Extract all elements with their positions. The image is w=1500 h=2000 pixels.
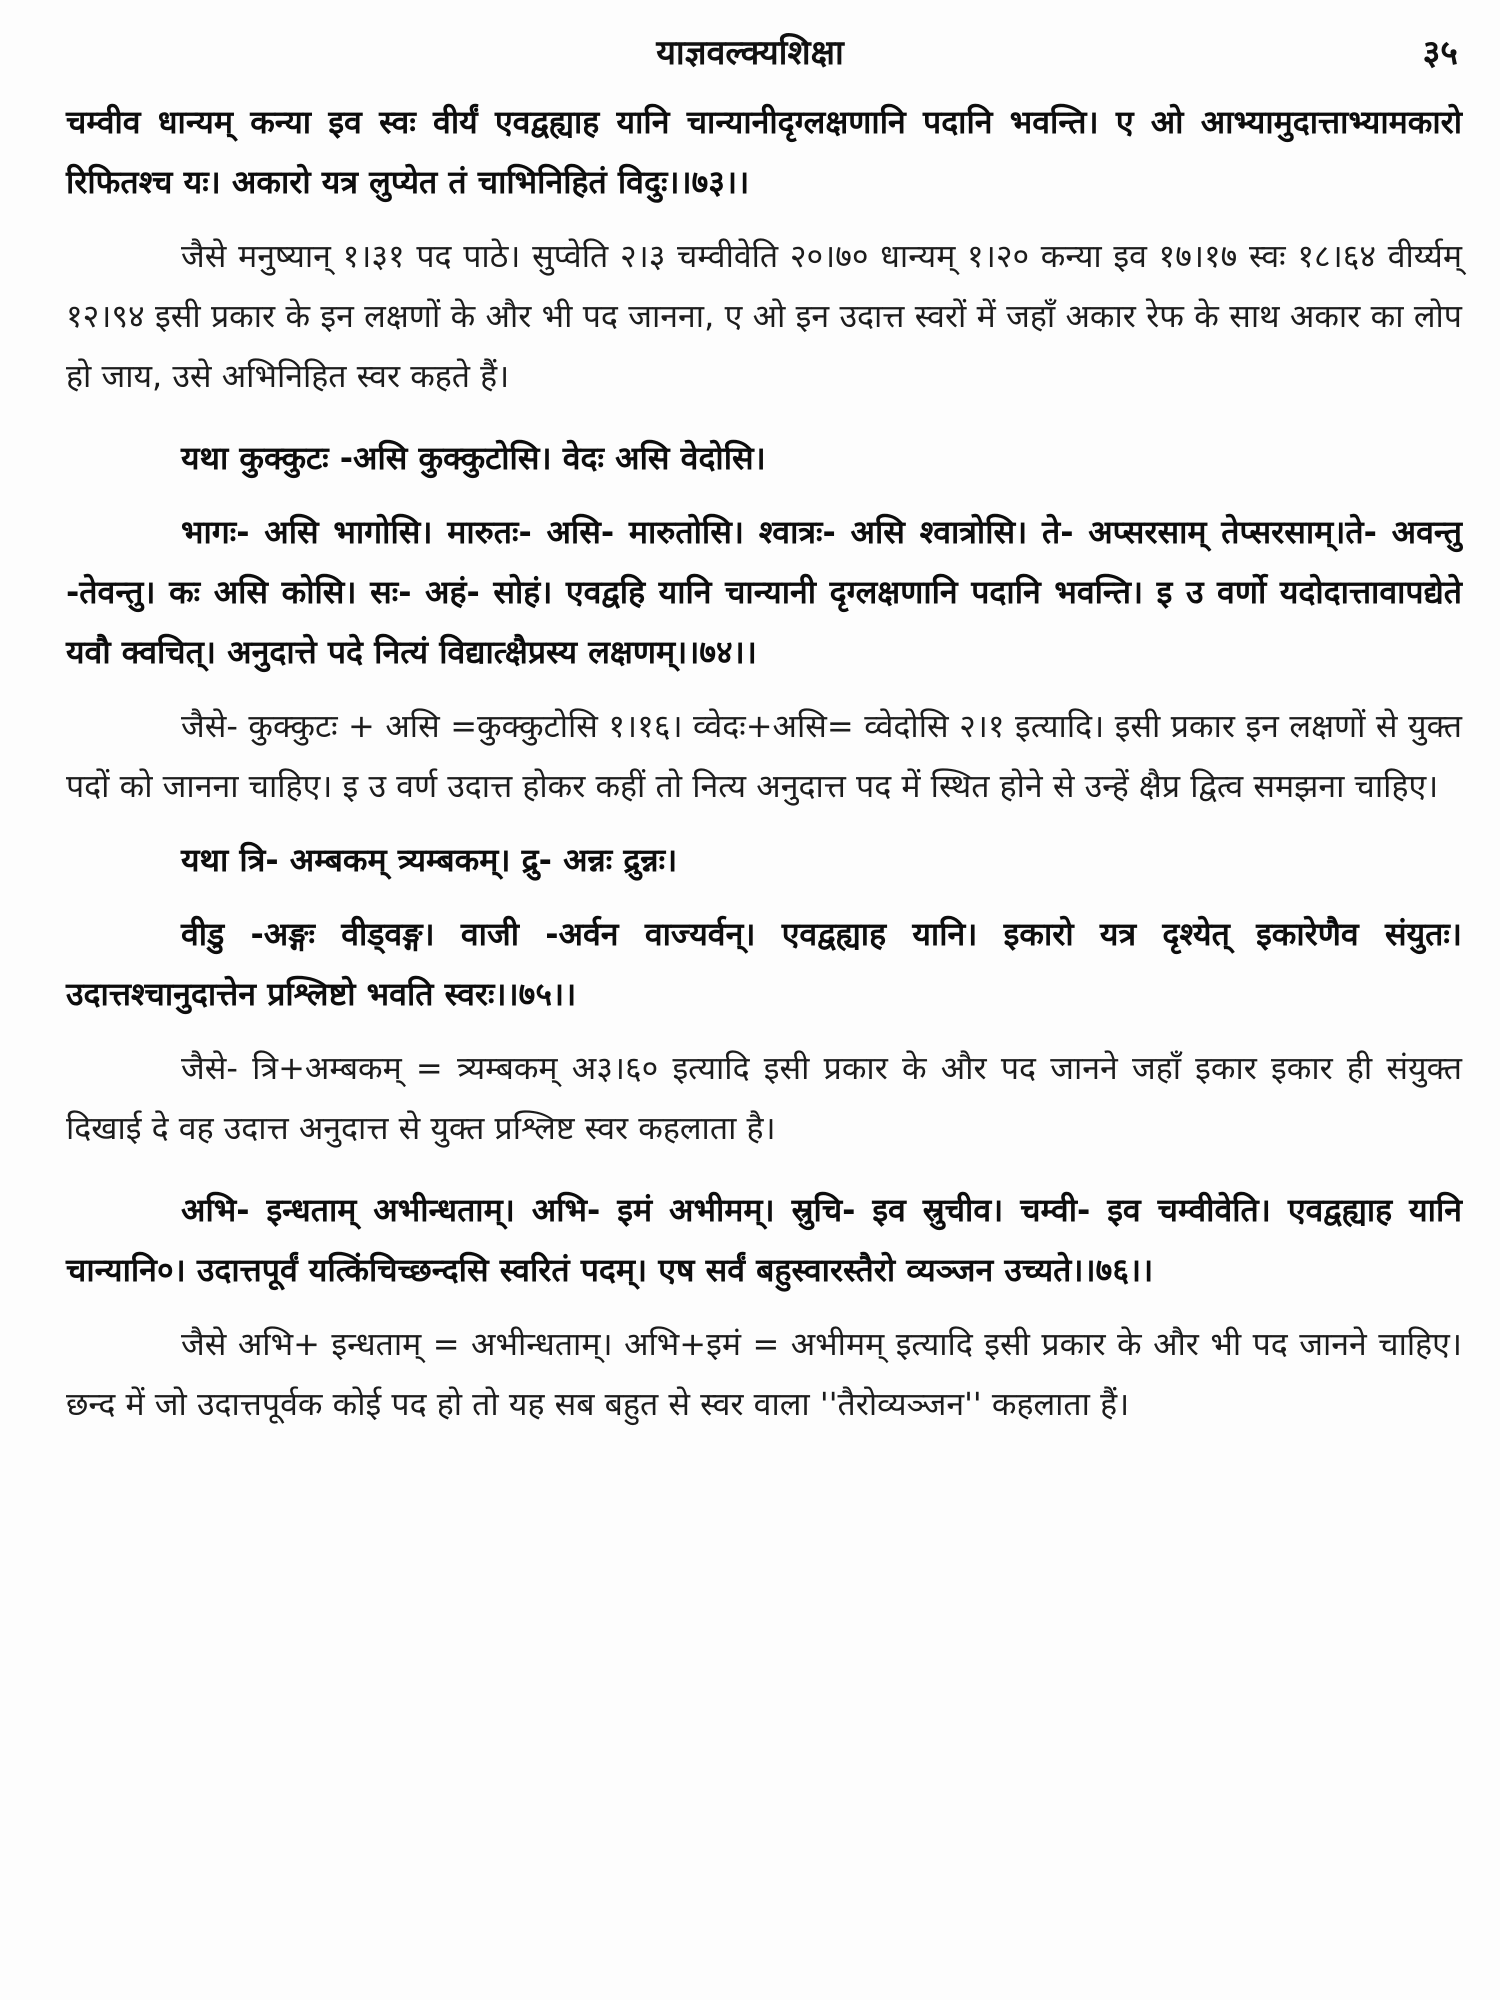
commentary-75: जैसे- त्रि+अम्बकम् = त्र्यम्बकम् अ३।६० इत्यादि इसी प्रकार के और पद जानने जहाँ इकार इकार ही संयुक्त दिखाई दे वह उदात्त अनुदात्त से युक्त प्रश्लिष्ट स्वर कहलाता है। [66, 1049, 1462, 1147]
verse-76: अभि- इन्धताम् अभीन्धताम्। अभि- इमं अभीमम्। स्रुचि- इव स्रुचीव। चम्वी- इव चम्वीवेति। एवद्वह्याह यानि चान्यानि०। उदात्तपूर्वं यत्किंचिच्छन्दसि स्वरितं पदम्। एष सर्वं बहुस्वारस्तैरो व्यञ्जन उच्यते।।७६।। [66, 1191, 1462, 1289]
example-tryambakam: यथा त्रि- अम्बकम् त्र्यम्बकम्। द्रु- अन्नः द्रुन्नः। [181, 841, 678, 879]
commentary-76: जैसे अभि+ इन्धताम् = अभीन्धताम्। अभि+इमं = अभीमम् इत्यादि इसी प्रकार के और भी पद जानने चाहिए। छन्द में जो उदात्तपूर्वक कोई पद हो तो यह सब बहुत से स्वर वाला ''तैरोव्यञ्जन'' कहलाता हैं। [66, 1325, 1462, 1423]
commentary-73: जैसे मनुष्यान् १।३१ पद पाठे। सुप्वेति २।३ चम्वीवेति २०।७० धान्यम् १।२० कन्या इव १७।१७ स्वः १८।६४ वीर्य्यम् १२।९४ इसी प्रकार के इन लक्षणों के और भी पद जानना, ए ओ इन उदात्त स्वरों में जहाँ अकार रेफ के साथ अकार का लोप हो जाय, उसे अभिनिहित स्वर कहते हैं। [66, 237, 1462, 395]
example-kukkuta: यथा कुक्कुटः -असि कुक्कुटोसि। वेदः असि वेदोसि। [181, 439, 766, 477]
verse-74: भागः- असि भागोसि। मारुतः- असि- मारुतोसि। श्वात्रः- असि श्वात्रोसि। ते- अप्सरसाम् तेप्सरसाम्।ते- अवन्तु -तेवन्तु। कः असि कोसि। सः- अहं- सोहं। एवद्वहि यानि चान्यानी दृग्लक्षणानि पदानि भवन्ति। इ उ वर्णो यदोदात्तावापद्येते यवौ क्वचित्। अनुदात्ते पदे नित्यं विद्यात्क्षैप्रस्य लक्षणम्।।७४।। [66, 513, 1462, 671]
verse-73: चम्वीव धान्यम् कन्या इव स्वः वीर्यं एवद्वह्याह यानि चान्यानीदृग्लक्षणानि पदानि भवन्ति। ए ओ आभ्यामुदात्ताभ्यामकारो रिफितश्च यः। अकारो यत्र लुप्येत तं चाभिनिहितं विदुः।।७३।। [66, 103, 1462, 201]
running-header-title: याज्ञवल्क्यशिक्षा [656, 33, 844, 73]
commentary-74: जैसे- कुक्कुटः + असि =कुक्कुटोसि १।१६। व्वेदः+असि= व्वेदोसि २।१ इत्यादि। इसी प्रकार इन लक्षणों से युक्त पदों को जानना चाहिए। इ उ वर्ण उदात्त होकर कहीं तो नित्य अनुदात्त पद में स्थित होने से उन्हें क्षैप्र द्वित्व समझना चाहिए। [66, 707, 1462, 805]
page-body [66, 92, 1462, 1434]
verse-75: वीडु -अङ्गः वीड्वङ्ग। वाजी -अर्वन वाज्यर्वन्। एवद्वह्याह यानि। इकारो यत्र दृश्येत् इकारेणैव संयुतः। उदात्तश्चानुदात्तेन प्रश्लिष्टो भवति स्वरः।।७५।। [66, 915, 1462, 1013]
page-number: ३५ [1422, 33, 1458, 73]
